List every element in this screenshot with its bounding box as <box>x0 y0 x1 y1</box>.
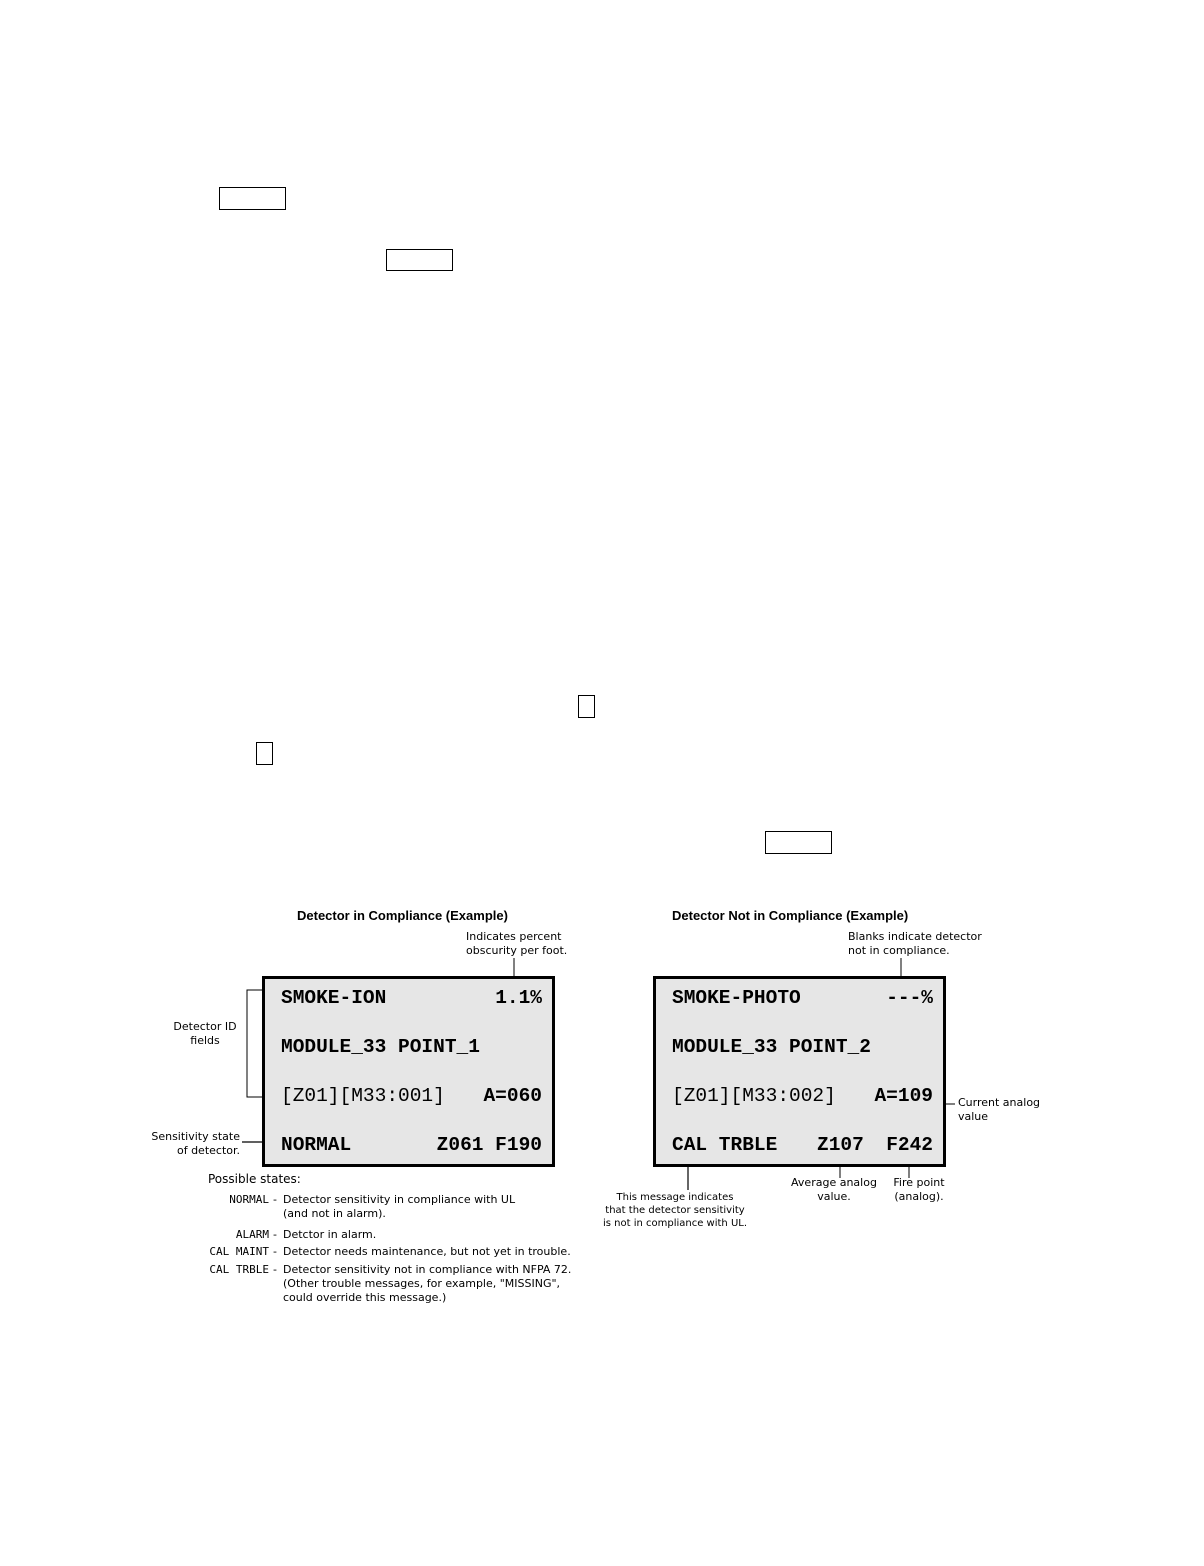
state-desc-line: Detctor in alarm. <box>283 1228 377 1241</box>
states-heading: Possible states: <box>208 1172 301 1186</box>
lcd-display-noncompliant <box>653 976 946 1167</box>
detector-id-callout <box>165 1020 245 1048</box>
state-desc-line: (and not in alarm). <box>283 1207 386 1220</box>
state-dash: - <box>273 1245 277 1258</box>
callout-line: (analog). <box>894 1190 944 1203</box>
callout-line: Fire point <box>893 1176 945 1189</box>
state-code: CAL MAINT <box>209 1245 269 1258</box>
lcd-state: CAL TRBLE <box>672 1134 778 1156</box>
lcd-device-type: SMOKE-ION <box>281 987 387 1009</box>
callout-line: fields <box>190 1034 220 1047</box>
callout-line: Detector ID <box>173 1020 237 1033</box>
state-desc-line: Detector needs maintenance, but not yet in trouble. <box>283 1245 571 1258</box>
callout-line: of detector. <box>176 1144 240 1157</box>
blanks-callout <box>848 930 982 958</box>
lcd-device-type: SMOKE-PHOTO <box>672 987 801 1009</box>
state-desc-line: could override this message.) <box>283 1291 447 1304</box>
callout-line: Current analog <box>958 1096 1041 1109</box>
callout-line: This message indicates <box>616 1192 734 1203</box>
lcd-address: [Z01][M33:001] <box>281 1085 445 1107</box>
state-dash: - <box>273 1228 277 1241</box>
callout-line: value <box>958 1110 989 1123</box>
callout-line: Indicates percent <box>466 930 562 943</box>
callout-line: value. <box>817 1190 851 1203</box>
state-desc-line: Detector sensitivity in compliance with UL <box>283 1193 516 1206</box>
state-dash: - <box>273 1193 277 1206</box>
state-desc <box>283 1228 376 1242</box>
state-code: NORMAL <box>229 1193 269 1206</box>
lcd-fire-point: F242 <box>886 1134 933 1156</box>
sensitivity-state-callout <box>136 1130 240 1158</box>
callout-line: Sensitivity state <box>151 1130 240 1143</box>
right-diagram-title: Detector Not in Compliance (Example) <box>672 908 909 923</box>
callout-line: that the detector sensitivity <box>605 1205 745 1216</box>
state-desc <box>283 1193 515 1221</box>
lcd-label: MODULE_33 POINT_2 <box>672 1036 871 1058</box>
state-dash: - <box>273 1263 277 1276</box>
lcd-average: Z107 <box>817 1134 864 1156</box>
callout-line: is not in compliance with UL. <box>602 1218 748 1229</box>
lcd-display-compliant <box>262 976 555 1167</box>
state-code: CAL TRBLE <box>209 1263 269 1276</box>
lcd-analog-value: A=060 <box>483 1085 542 1107</box>
fire-point-callout <box>887 1176 951 1204</box>
callout-line: Average analog <box>791 1176 877 1189</box>
lcd-state: NORMAL <box>281 1134 352 1156</box>
left-diagram-title: Detector in Compliance (Example) <box>297 908 508 923</box>
lcd-label: MODULE_33 POINT_1 <box>281 1036 480 1058</box>
message-callout <box>592 1191 758 1230</box>
lcd-analog-value: A=109 <box>874 1085 933 1107</box>
state-desc-line: Detector sensitivity not in compliance with NFPA 72. <box>283 1263 572 1276</box>
lcd-obscurity: ---% <box>886 987 933 1009</box>
callout-line: Blanks indicate detector <box>848 930 982 943</box>
lcd-obscurity: 1.1% <box>495 987 542 1009</box>
state-desc <box>283 1263 571 1305</box>
state-code: ALARM <box>235 1228 269 1241</box>
state-desc <box>283 1245 571 1259</box>
state-desc-line: (Other trouble messages, for example, "MISSING", <box>283 1277 561 1290</box>
lcd-address: [Z01][M33:002] <box>672 1085 836 1107</box>
lcd-average-fire: Z061 F190 <box>436 1134 542 1156</box>
percent-callout <box>466 930 567 958</box>
current-analog-callout <box>958 1096 1040 1124</box>
callout-line: obscurity per foot. <box>466 944 568 957</box>
average-analog-callout <box>784 1176 884 1204</box>
callout-line: not in compliance. <box>848 944 950 957</box>
